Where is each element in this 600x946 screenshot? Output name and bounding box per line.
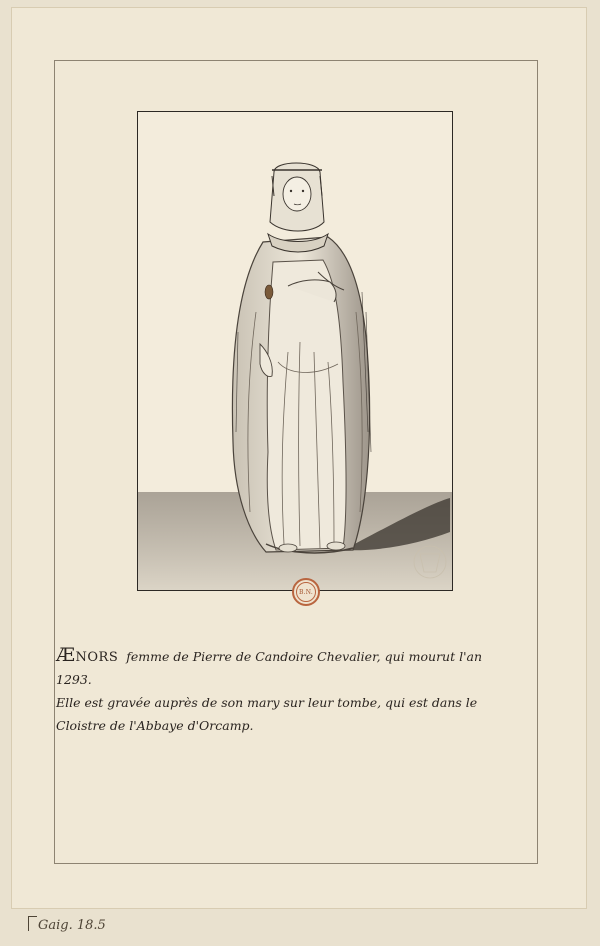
caption-line-2: Elle est gravée auprès de son mary sur leur tombe, qui est dans le bbox=[56, 695, 478, 710]
caption-text bbox=[56, 644, 538, 737]
right-foot bbox=[327, 542, 345, 550]
engraving-plate bbox=[137, 111, 453, 591]
subject-name: Ænors bbox=[56, 644, 119, 666]
face bbox=[283, 177, 311, 211]
caption-year: 1293. bbox=[56, 672, 92, 687]
gown bbox=[267, 260, 346, 550]
signature-text: Gaig. 18.5 bbox=[38, 918, 106, 933]
caption-line-1-rest: femme de Pierre de Candoire Chevalier, qui mourut l'an bbox=[126, 649, 483, 664]
caption-line-3: Cloistre de l'Abbaye d'Orcamp. bbox=[56, 718, 254, 733]
signature-bracket-mark bbox=[28, 916, 37, 931]
library-stamp-text: B.N. bbox=[296, 582, 316, 602]
left-foot bbox=[279, 544, 297, 552]
figure-drawing bbox=[138, 112, 452, 590]
held-object bbox=[265, 285, 273, 299]
library-stamp bbox=[292, 578, 320, 606]
caption-line-1 bbox=[56, 644, 538, 668]
archive-signature bbox=[28, 916, 106, 933]
